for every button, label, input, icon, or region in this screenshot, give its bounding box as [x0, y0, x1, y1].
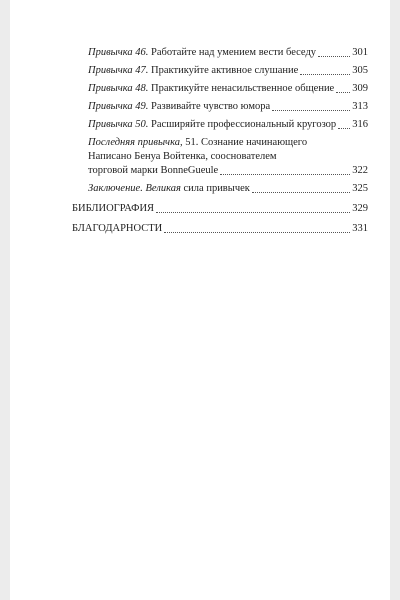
- page-number: 313: [352, 101, 368, 112]
- dot-leader: [252, 192, 350, 193]
- page-number: 301: [352, 47, 368, 58]
- toc-entry: [72, 100, 368, 114]
- entry-text-line: Написано Бенуа Войтенка, сооснователем: [88, 151, 277, 162]
- dot-leader: [272, 110, 350, 111]
- dot-leader: [156, 212, 350, 213]
- entry-text: сила привычек: [183, 183, 250, 194]
- entry-text: БИБЛИОГРАФИЯ: [72, 203, 155, 214]
- habit-label: Привычка 47.: [88, 65, 149, 76]
- page-number: 309: [352, 83, 368, 94]
- toc-entry: [72, 64, 368, 78]
- habit-label: Привычка 50.: [88, 119, 149, 130]
- habit-label: Привычка 48.: [88, 83, 149, 94]
- entry-text: Практикуйте активное слушание: [151, 65, 299, 76]
- dot-leader: [318, 56, 350, 57]
- toc-entry: [72, 82, 368, 96]
- entry-text: 51. Сознание начинающего: [185, 137, 308, 148]
- page-number: 316: [352, 119, 368, 130]
- toc-entry-acknowledgements: [72, 222, 368, 236]
- habit-label: Последняя привычка,: [88, 137, 183, 148]
- page-number: 325: [352, 183, 368, 194]
- entry-text: БЛАГОДАРНОСТИ: [72, 223, 163, 234]
- conclusion-label: Заключение.: [88, 183, 143, 194]
- toc-entry: [72, 46, 368, 60]
- dot-leader: [300, 74, 350, 75]
- conclusion-label-2: Великая: [145, 183, 181, 194]
- habit-label: Привычка 46.: [88, 47, 149, 58]
- dot-leader: [164, 232, 350, 233]
- entry-text: Расширяйте профессиональный кругозор: [151, 119, 337, 130]
- dot-leader: [336, 92, 350, 93]
- toc-entry: [72, 118, 368, 132]
- habit-label: Привычка 49.: [88, 101, 149, 112]
- page-number: 322: [352, 165, 368, 176]
- dot-leader: [338, 128, 350, 129]
- entry-text: Работайте над умением вести беседу: [151, 47, 317, 58]
- entry-text: Практикуйте ненасильственное общение: [151, 83, 335, 94]
- entry-text: Развивайте чувство юмора: [151, 101, 271, 112]
- toc-entry-conclusion: [72, 182, 368, 196]
- dot-leader: [220, 174, 350, 175]
- entry-text-line: торговой марки BonneGueule: [88, 165, 219, 176]
- toc-entry-last-habit: [72, 136, 368, 178]
- book-page: [10, 0, 390, 600]
- toc-entry-bibliography: [72, 202, 368, 216]
- page-number: 331: [352, 223, 368, 234]
- table-of-contents: [72, 46, 368, 240]
- page-number: 305: [352, 65, 368, 76]
- page-number: 329: [352, 203, 368, 214]
